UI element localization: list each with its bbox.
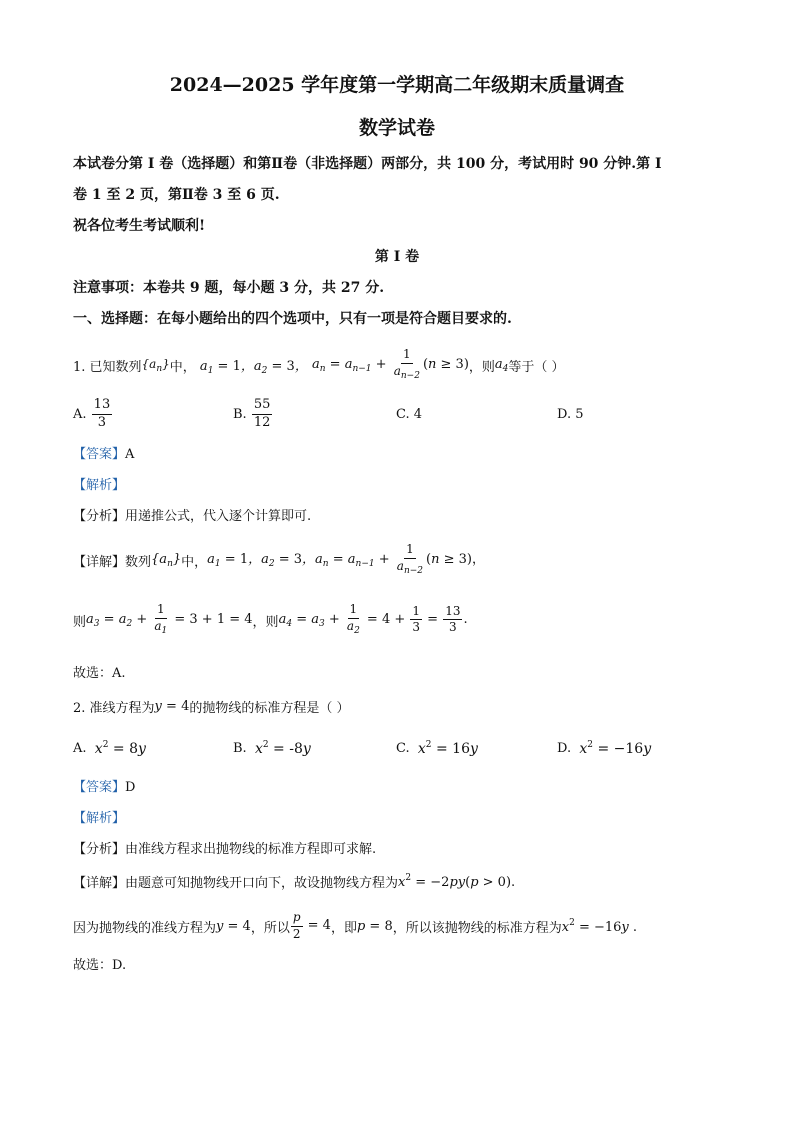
- intro-line-1: 本试卷分第 I 卷（选择题）和第Ⅱ卷（非选择题）两部分，共 100 分，考试用时 90 分钟.第 I: [73, 156, 662, 172]
- intro-line-3: 祝各位考生考试顺利!: [73, 218, 206, 234]
- q2-answer-value: D: [125, 780, 136, 795]
- q1-a1: $a_1 = 1$，: [195, 358, 254, 376]
- q1-option-b-num: 55: [252, 398, 273, 414]
- q1-step-a4: $a_4 = a_3$ + $\frac{1}{a_2}$ = 4 + $\frac{1}{3}$ = $\frac{13}{3}$ .: [278, 602, 468, 636]
- q1-conclusion: 故选：A.: [73, 666, 126, 681]
- q1-answer-tag: 【答案】: [73, 447, 126, 462]
- q2-reason-directrix: y = 4: [216, 918, 251, 934]
- q2-answer: [73, 776, 135, 795]
- q2-answer-tag: 【答案】: [73, 780, 126, 795]
- q1-step-a3: $a_3 = a_2$ + $\frac{1}{a_1}$ = 3 + 1 = 4: [86, 602, 253, 636]
- q1-option-b: [233, 396, 273, 432]
- q1-steps: [73, 598, 468, 642]
- q1-analysis-tag: 【解析】: [73, 478, 126, 493]
- q1-option-c: C. 4: [396, 407, 423, 422]
- section-heading: 一、选择题：在每小题给出的四个选项中，只有一项是符合题目要求的.: [73, 311, 512, 327]
- q1-stem-d: 等于（ ）: [508, 359, 565, 375]
- q1-option-a: [73, 396, 113, 432]
- question-1-stem: [73, 343, 565, 387]
- part-heading: 第 I 卷: [374, 249, 420, 265]
- intro-line-2: 卷 1 至 2 页，第Ⅱ卷 3 至 6 页.: [73, 187, 280, 203]
- q2-analysis-tag: 【解析】: [73, 811, 126, 826]
- q2-option-b-label: B.: [233, 740, 247, 756]
- q1-answer-value: A: [125, 447, 135, 462]
- q2-reason-c: ，即: [330, 920, 357, 936]
- q2-detail: [73, 870, 515, 892]
- q1-option-b-den: 12: [253, 414, 271, 430]
- q1-detail-a: 数列: [125, 554, 152, 570]
- q2-reason-a: 因为抛物线的准线方程为: [73, 920, 217, 936]
- q1-fenxi-text: 用递推公式，代入逐个计算即可.: [125, 509, 312, 524]
- q1-detail-b: 中，: [181, 554, 208, 570]
- q2-directrix: y = 4: [154, 698, 190, 714]
- q2-fenxi-tag: 【分析】: [73, 842, 126, 857]
- q1-detail-tag: 【详解】: [73, 554, 126, 570]
- q1-fenxi: [73, 505, 311, 524]
- q2-option-c-label: C.: [396, 740, 410, 756]
- q2-option-b: B. $x^2 = -8y$: [233, 739, 311, 757]
- q1-option-d: D. 5: [557, 407, 584, 422]
- q1-step-then2: ，则: [252, 614, 279, 630]
- q1-detail: [73, 538, 485, 582]
- q1-option-a-den: 3: [97, 414, 107, 430]
- q2-option-a: A. $x^2 = 8y$: [73, 739, 146, 757]
- q2-reason: [73, 906, 637, 946]
- q2-detail-text: 由题意可知抛物线开口向下，故设抛物线方程为: [125, 875, 399, 891]
- q1-fenxi-tag: 【分析】: [73, 509, 126, 524]
- q1-option-a-label: A.: [73, 406, 87, 422]
- q1-stem-b: 中，: [169, 359, 196, 375]
- q1-recurrence: $a_n = a_{n-1}$ + $\frac{1}{a_{n-2}}$ (n ≥ 3): [311, 347, 469, 381]
- page-subtitle: 数学试卷: [358, 117, 435, 139]
- q2-fenxi-text: 由准线方程求出抛物线的标准方程即可求解.: [125, 842, 377, 857]
- q2-stem-a: 2. 准线方程为: [73, 700, 155, 716]
- q2-conclusion: 故选：D.: [73, 958, 127, 973]
- q1-stem-a: 1. 已知数列: [73, 359, 142, 375]
- notice: 注意事项：本卷共 9 题，每小题 3 分，共 27 分.: [73, 280, 385, 296]
- q1-stem-c: ，则: [468, 359, 495, 375]
- q2-option-d: D. $x^2 = -16y$: [557, 739, 652, 757]
- q1-option-a-num: 13: [92, 398, 113, 414]
- q2-option-c: C. $x^2 = 16y$: [396, 739, 478, 757]
- q2-detail-eq: $x^2 = -2py(p > 0)$.: [398, 872, 516, 890]
- q2-fenxi: [73, 838, 376, 857]
- q1-answer: [73, 443, 134, 462]
- q1-a4: $a_4$: [494, 356, 509, 374]
- q2-option-d-label: D.: [557, 740, 572, 756]
- q1-a2: $a_2 = 3$，: [253, 358, 312, 376]
- q2-reason-d: ，所以该抛物线的标准方程为: [392, 920, 562, 936]
- q1-seq-symbol: $\{a_n\}$: [141, 356, 170, 374]
- q2-reason-b: ，所以: [250, 920, 290, 936]
- q2-reason-p: p = 8: [356, 918, 393, 934]
- q1-detail-seq: $\{a_n\}$: [151, 551, 182, 569]
- q2-stem-b: 的抛物线的标准方程是（ ）: [189, 700, 350, 716]
- question-2-stem: [73, 695, 349, 717]
- q2-detail-tag: 【详解】: [73, 875, 126, 891]
- q1-detail-terms: $a_1 = 1$，$a_2 = 3$，$a_n = a_{n-1}$ + $\frac{1}{a_{n-2}}$ (n ≥ 3)，: [207, 542, 485, 576]
- page-title: 2024—2025 学年度第一学期高二年级期末质量调查: [169, 74, 625, 96]
- q1-step-then1: 则: [73, 614, 87, 630]
- q2-reason-frac: $\frac{p}{2}$ = 4: [292, 910, 331, 941]
- q1-option-b-label: B.: [233, 406, 247, 422]
- q2-reason-eq: $x^2 = -16y$ .: [561, 917, 638, 935]
- q2-option-a-label: A.: [73, 740, 87, 756]
